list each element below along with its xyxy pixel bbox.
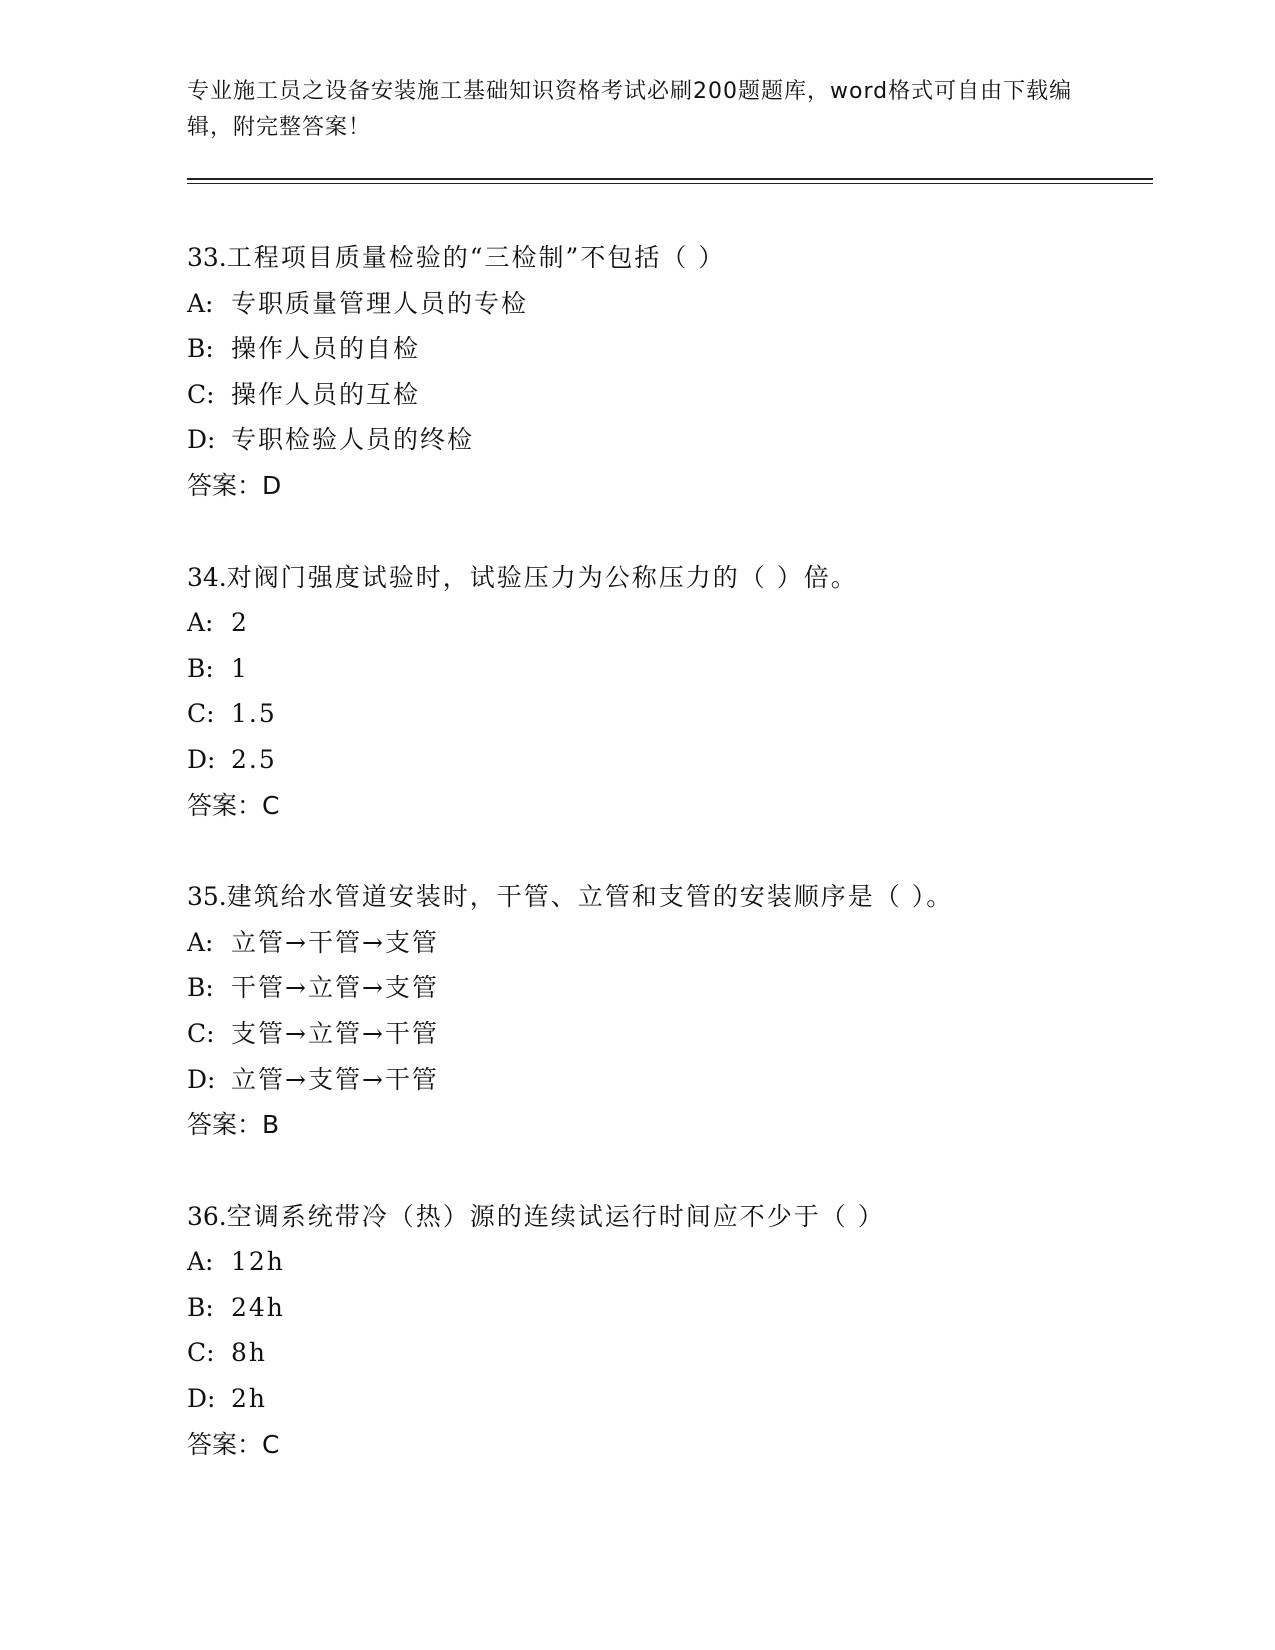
question-number: 35. [187,882,227,912]
option-letter: A: [187,927,214,957]
option-a [187,1239,1153,1285]
option-letter: A: [187,288,214,318]
option-c [187,1011,1153,1057]
question-34 [187,555,1153,829]
option-a [187,920,1153,966]
answer-label: 答案： [187,470,263,500]
option-text: 2 [231,608,249,638]
answer-label: 答案： [187,1110,263,1140]
option-letter: B: [187,334,214,364]
option-text: 2h [231,1384,268,1414]
option-b [187,965,1153,1011]
question-text: 对阀门强度试验时，试验压力为公称压力的（ ）倍。 [226,562,858,592]
header-divider-thick [187,178,1153,180]
question-list [187,235,1153,1513]
option-text: 1 [231,653,249,683]
question-text: 建筑给水管道安装时，干管、立管和支管的安装顺序是（ ）。 [226,882,954,912]
option-text: 支管→立管→干管 [231,1018,439,1048]
answer-value: C [262,1429,280,1459]
question-text: 工程项目质量检验的“三检制”不包括（ ） [226,243,726,272]
option-letter: D: [187,1064,216,1094]
question-35 [187,874,1153,1148]
option-d [187,1057,1153,1103]
option-letter: B: [187,1292,214,1322]
question-stem [187,555,1153,601]
option-text: 1.5 [231,699,277,729]
option-letter: C: [187,1018,215,1048]
option-letter: D: [187,1384,216,1414]
question-36 [187,1194,1153,1468]
option-letter: D: [187,744,216,774]
option-b [187,1285,1153,1331]
option-letter: D: [187,425,216,455]
option-a [187,600,1153,646]
answer-label: 答案： [187,1429,263,1459]
option-d [187,1376,1153,1422]
option-d [187,737,1153,783]
option-a [187,281,1153,327]
option-c [187,372,1153,418]
question-number: 33. [187,243,227,272]
option-text: 立管→支管→干管 [231,1064,439,1094]
option-letter: B: [187,653,214,683]
option-letter: A: [187,1247,214,1277]
option-d [187,417,1153,463]
header-divider-thin [187,183,1153,184]
option-letter: C: [187,379,215,409]
answer [187,783,1153,829]
answer-value: D [262,470,282,500]
answer [187,463,1153,509]
option-c [187,1330,1153,1376]
option-c [187,691,1153,737]
answer-label: 答案： [187,790,263,820]
option-text: 专职检验人员的终检 [231,425,475,455]
option-text: 操作人员的互检 [231,379,421,409]
option-b [187,646,1153,692]
question-stem [187,1194,1153,1240]
answer-value: B [262,1110,280,1140]
answer [187,1422,1153,1468]
answer [187,1102,1153,1148]
question-number: 34. [187,562,227,592]
question-text: 空调系统带冷（热）源的连续试运行时间应不少于（ ） [226,1201,885,1231]
option-text: 操作人员的自检 [231,334,421,364]
question-stem [187,235,1153,281]
question-number: 36. [187,1201,227,1231]
option-text: 2.5 [231,744,277,774]
option-text: 专职质量管理人员的专检 [231,288,529,318]
option-text: 24h [231,1292,285,1322]
option-letter: A: [187,608,214,638]
option-letter: C: [187,699,215,729]
document-title: 专业施工员之设备安装施工基础知识资格考试必刷200题题库，word格式可自由下载编辑，附完整答案！ [187,79,1073,140]
option-letter: B: [187,973,214,1003]
question-33 [187,235,1153,509]
option-text: 12h [231,1247,285,1277]
option-letter: C: [187,1338,215,1368]
question-stem [187,874,1153,920]
option-text: 8h [231,1338,268,1368]
option-text: 立管→干管→支管 [231,927,439,957]
option-text: 干管→立管→支管 [231,973,439,1003]
option-b [187,326,1153,372]
answer-value: C [262,790,280,820]
